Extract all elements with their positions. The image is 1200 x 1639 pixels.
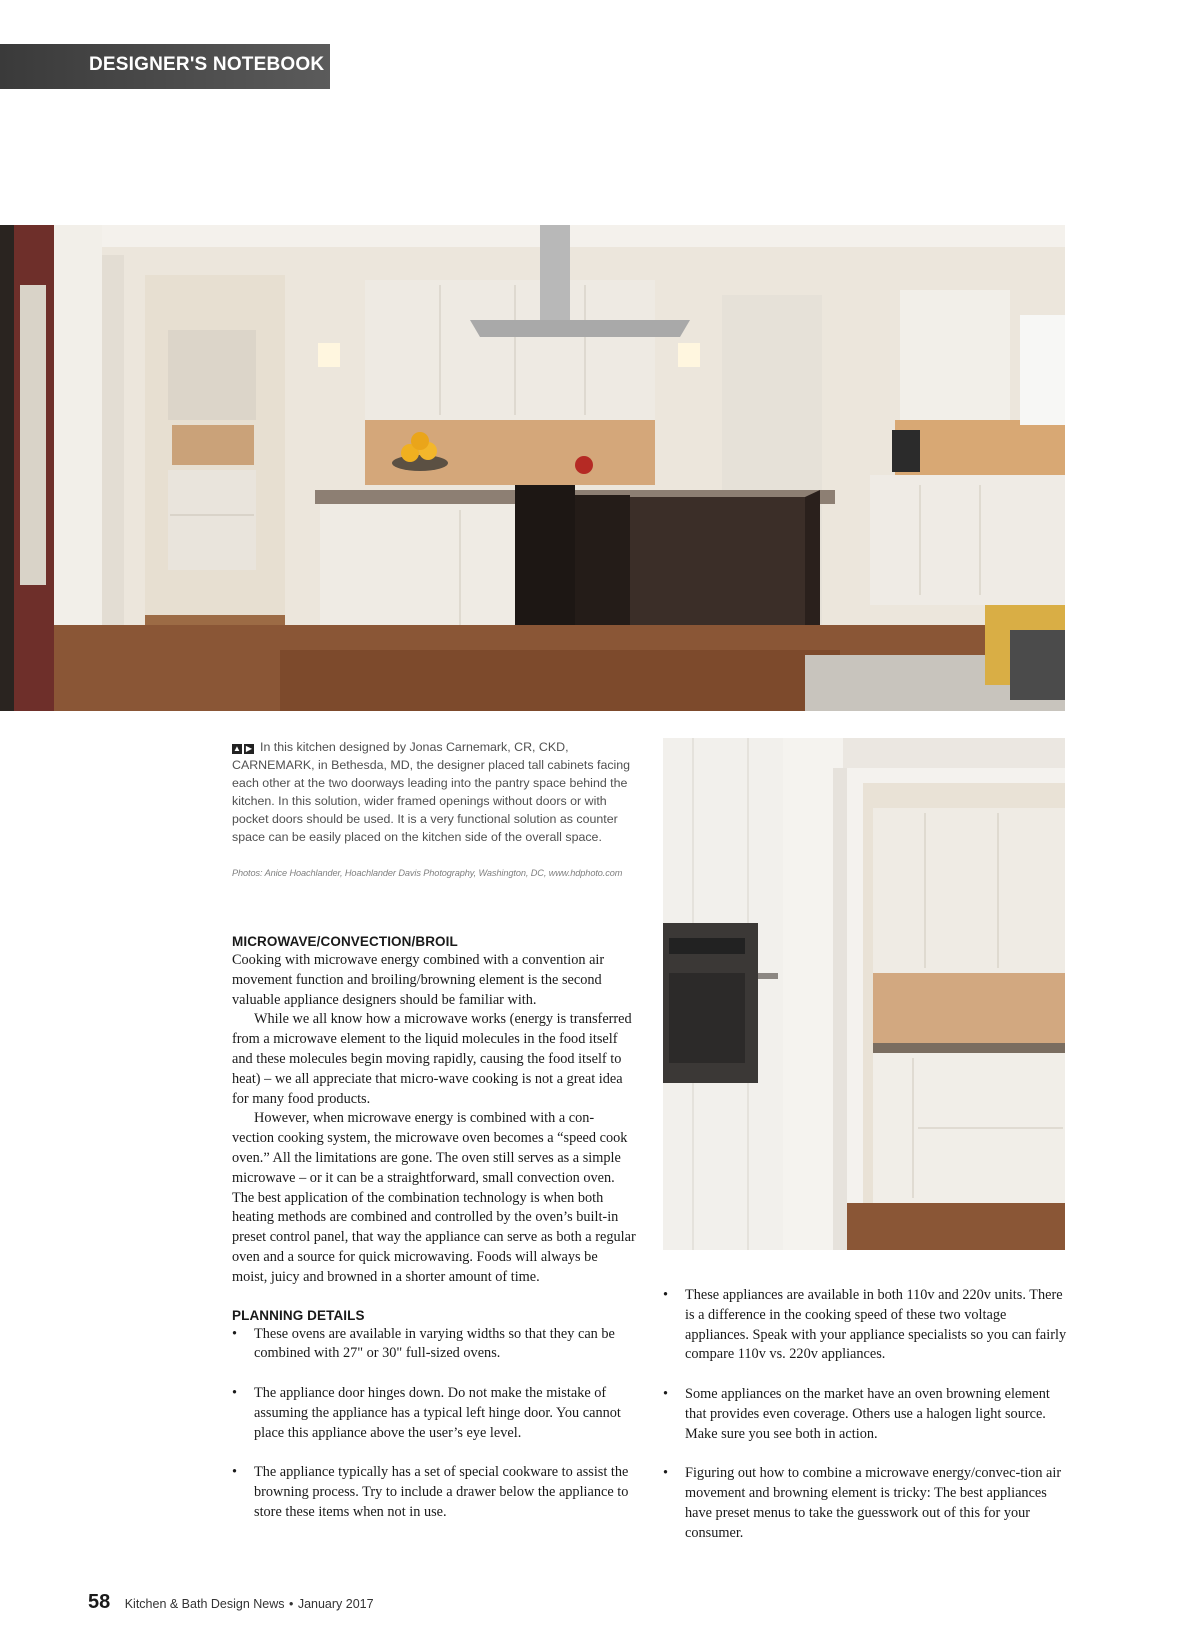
bullet-item: • The appliance typically has a set of special cookware to assist the browning process. Try to include a drawer below the appliance to store these items when not in use.	[232, 1463, 636, 1522]
page-number: 58	[88, 1591, 111, 1613]
bullet-item: • Figuring out how to combine a microwave energy/convec-tion air movement and browning element is tricky: The best appliances have preset menus to take the guesswork out of this for your consumer.	[663, 1464, 1067, 1543]
section-heading-planning: PLANNING DETAILS	[232, 1307, 365, 1323]
page-footer	[88, 1591, 374, 1614]
arrow-icons	[232, 738, 256, 756]
publication-name: Kitchen & Bath Design News	[124, 1597, 285, 1611]
photo-credit: Photos: Anice Hoachlander, Hoachlander Davis Photography, Washington, DC, www.hdphoto.com	[232, 868, 623, 878]
paragraph-3: However, when microwave energy is combined with a con-vection cooking system, the microwave oven becomes a “speed cook oven.” All the limitations are gone. The oven still serves as a simple microwave – or it can be a straightforward, small convection oven. The best application of the combination technology is when both heating methods are combined and controlled by the oven’s built-in preset control panel, that way the appliance can serve as both a regular oven and a source for quick microwaving. Foods will always be moist, juicy and browned in a shorter amount of time.	[232, 1110, 636, 1285]
bullet-item: • These ovens are available in varying widths so that they can be combined with 27" or 30" full-sized ovens.	[232, 1325, 636, 1365]
hero-kitchen-photo	[0, 225, 1065, 711]
section-heading-microwave: MICROWAVE/CONVECTION/BROIL	[232, 934, 458, 949]
microwave-photo	[663, 738, 1065, 1250]
footer-separator: •	[288, 1597, 294, 1611]
bullet-item: • Some appliances on the market have an oven browning element that provides even coverage. Others use a halogen light source. Make sure you see both in action.	[663, 1385, 1067, 1444]
caption-text: In this kitchen designed by Jonas Carnemark, CR, CKD, CARNEMARK, in Bethesda, MD, the designer placed tall cabinets facing each other at the two doorways leading into the pantry space behind the kitchen. In this solution, wider framed openings without doors or with pocket doors should be used. It is a very functional solution as counter space can be easily placed on the kitchen side of the overall space.	[232, 740, 631, 844]
bullet-list-left	[232, 1325, 636, 1523]
photo-caption	[232, 738, 632, 846]
article-right-column	[663, 1286, 1067, 1563]
paragraph-1: Cooking with microwave energy combined with a convention air movement function and broiling/browning element is the second valuable appliance designers should be familiar with.	[232, 952, 605, 1008]
bullet-item: • These appliances are available in both 110v and 220v units. There is a difference in the cooking speed of these two voltage appliances. Speak with your appliance specialists so you can fairly compare 110v vs. 220v appliances.	[663, 1286, 1067, 1365]
bullet-list-right	[663, 1286, 1067, 1543]
arrow-right-icon: ▶	[245, 744, 253, 753]
issue-date: January 2017	[297, 1597, 374, 1611]
section-tab	[0, 44, 330, 89]
arrow-up-icon: ▲	[233, 744, 241, 753]
article-left-column	[232, 932, 636, 1542]
bullet-item: • The appliance door hinges down. Do not make the mistake of assuming the appliance has a typical left hinge door. You cannot place this appliance above the user’s eye level.	[232, 1384, 636, 1443]
paragraph-2: While we all know how a microwave works (energy is transferred from a microwave element to the liquid molecules in the food itself and these molecules begin moving rapidly, causing the food itself to heat) – we all appreciate that micro-wave cooking is not a great idea for many food products.	[232, 1011, 632, 1107]
section-tab-label: DESIGNER'S NOTEBOOK	[89, 54, 325, 75]
